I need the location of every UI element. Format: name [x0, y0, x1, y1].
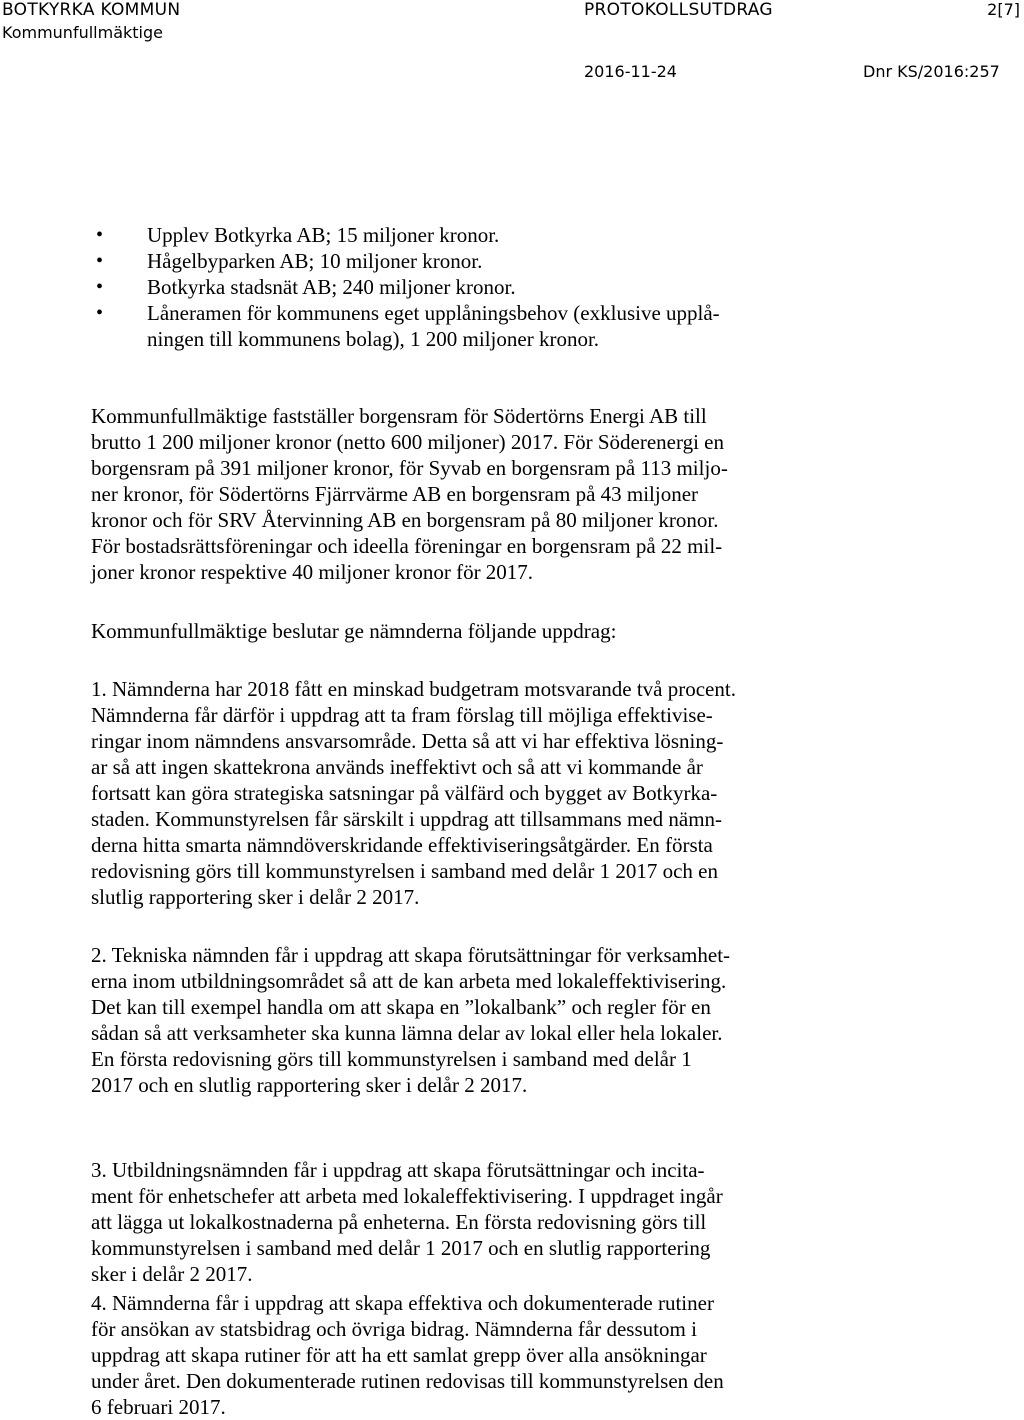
bullet-icon: • [96, 224, 104, 246]
text-line: sker i delår 2 2017. [91, 1262, 253, 1286]
bullet-icon: • [96, 302, 104, 324]
guarantee-paragraph [91, 403, 891, 585]
assignment-item-4 [91, 1290, 891, 1420]
bullet-list [96, 222, 720, 352]
assignment-item-3 [91, 1157, 891, 1287]
text-line: En första redovisning görs till kommunstyrelsen i samband med delår 1 [91, 1047, 692, 1071]
text-line: Låneramen för kommunens eget upplåningsbehov (exklusive upplå- [147, 301, 720, 325]
text-line: ner kronor, för Södertörns Fjärrvärme AB en borgensram på 43 miljoner [91, 482, 699, 506]
text-line: 4. Nämnderna får i uppdrag att skapa effektiva och dokumenterade rutiner [91, 1291, 714, 1315]
text-line: att lägga ut lokalkostnaderna på enheterna. En första redovisning görs till [91, 1210, 707, 1234]
text-line: ment för enhetschefer att arbeta med lokaleffektivisering. I uppdraget ingår [91, 1184, 723, 1208]
text-line: brutto 1 200 miljoner kronor (netto 600 miljoner) 2017. För Söderenergi en [91, 430, 725, 454]
text-line: erna inom utbildningsområdet så att de kan arbeta med lokaleffektivisering. [91, 969, 727, 993]
text-line: Hågelbyparken AB; 10 miljoner kronor. [147, 249, 483, 273]
text-line: Det kan till exempel handla om att skapa en ”lokalbank” och regler för en [91, 995, 711, 1019]
text-line: sådan så att verksamheter ska kunna lämna delar av lokal eller hela lokaler. [91, 1021, 723, 1045]
bullet-icon: • [96, 276, 104, 298]
text-line: kommunstyrelsen i samband med delår 1 2017 och en slutlig rapportering [91, 1236, 711, 1260]
text-line: staden. Kommunstyrelsen får särskilt i uppdrag att tillsammans med nämn- [91, 807, 723, 831]
assignments-intro [91, 618, 891, 644]
list-item [96, 274, 720, 300]
decision-body: Kommunfullmäktige [2, 23, 163, 42]
text-line: ringar inom nämndens ansvarsområde. Detta så att vi har effektiva lösning- [91, 729, 724, 753]
list-item [96, 248, 720, 274]
text-line: För bostadsrättsföreningar och ideella föreningar en borgensram på 22 mil- [91, 534, 723, 558]
text-line: för ansökan av statsbidrag och övriga bidrag. Nämnderna får dessutom i [91, 1317, 697, 1341]
assignment-item-1 [91, 676, 891, 910]
page-number: 2[7] [987, 0, 1020, 19]
text-line: uppdrag att skapa rutiner för att ha ett samlat grepp över alla ansökningar [91, 1343, 707, 1367]
document-type: PROTOKOLLSUTDRAG [584, 0, 773, 20]
document-date: 2016-11-24 [584, 62, 677, 81]
text-line: 6 februari 2017. [91, 1395, 226, 1419]
bullet-icon: • [96, 250, 104, 272]
text-line: kronor och för SRV Återvinning AB en borgensram på 80 miljoner kronor. [91, 508, 719, 532]
reference-number: Dnr KS/2016:257 [863, 62, 1000, 81]
text-line: borgensram på 391 miljoner kronor, för Syvab en borgensram på 113 miljo- [91, 456, 728, 480]
text-line: 1. Nämnderna har 2018 fått en minskad budgetram motsvarande två procent. [91, 677, 736, 701]
text-line: under året. Den dokumenterade rutinen redovisas till kommunstyrelsen den [91, 1369, 724, 1393]
text-line: redovisning görs till kommunstyrelsen i samband med delår 1 2017 och en [91, 859, 718, 883]
list-item [96, 222, 720, 248]
text-line: joner kronor respektive 40 miljoner kronor för 2017. [91, 560, 534, 584]
text-line: Kommunfullmäktige fastställer borgensram för Södertörns Energi AB till [91, 404, 707, 428]
text-line: Botkyrka stadsnät AB; 240 miljoner kronor. [147, 275, 516, 299]
text-line: 2. Tekniska nämnden får i uppdrag att skapa förutsättningar för verksamhet- [91, 943, 731, 967]
text-line: ningen till kommunens bolag), 1 200 miljoner kronor. [147, 327, 600, 351]
text-line: 3. Utbildningsnämnden får i uppdrag att skapa förutsättningar och incita- [91, 1158, 705, 1182]
list-item [96, 300, 720, 352]
assignment-item-2 [91, 942, 891, 1098]
text-line: derna hitta smarta nämndöverskridande effektiviseringsåtgärder. En första [91, 833, 713, 857]
text-line: slutlig rapportering sker i delår 2 2017. [91, 885, 420, 909]
text-line: 2017 och en slutlig rapportering sker i delår 2 2017. [91, 1073, 528, 1097]
text-line: fortsatt kan göra strategiska satsningar på välfärd och bygget av Botkyrka- [91, 781, 718, 805]
organization-name: BOTKYRKA KOMMUN [2, 0, 181, 20]
text-line: Upplev Botkyrka AB; 15 miljoner kronor. [147, 223, 500, 247]
text-line: Kommunfullmäktige beslutar ge nämnderna följande uppdrag: [91, 619, 617, 643]
text-line: Nämnderna får därför i uppdrag att ta fram förslag till möjliga effektivise- [91, 703, 713, 727]
text-line: ar så att ingen skattekrona används ineffektivt och så att vi kommande år [91, 755, 703, 779]
